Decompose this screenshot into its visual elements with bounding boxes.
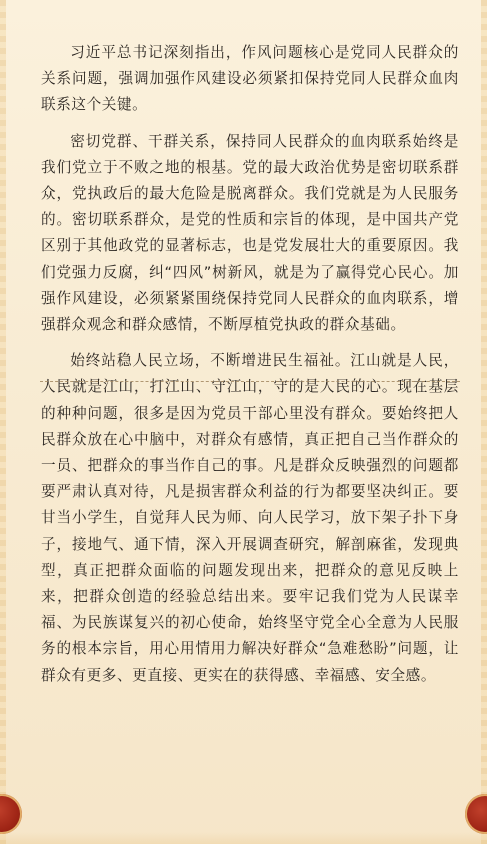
bottom-band: [0, 832, 487, 844]
bottom-left-ornament: [0, 794, 22, 834]
bottom-right-ornament: [465, 794, 487, 834]
paragraph-divider: [40, 381, 460, 382]
left-decorative-border: [0, 0, 6, 844]
right-decorative-border: [481, 0, 487, 844]
paragraph-people-stance: 始终站稳人民立场，不断增进民生福祉。江山就是人民，人民就是江山，打江山、守江山，守的是人民的心。现在基层的种种问题，很多是因为党员干部心里没有群众。要始终把人民群众放在心中脑中，对群众有感情，真正把自己当作群众的一员、把群众的事当作自己的事。凡是群众反映强烈的问题都要严肃认真对待，凡是损害群众利益的行为都要坚决纠正。要甘当小学生，自觉拜人民为师、向人民学习，放下架子扑下身子，接地气、通下情，深入开展调查研究，解剖麻雀，发现典型，真正把群众面临的问题发现出来，把群众的意见反映上来，把群众创造的经验总结出来。要牢记我们党为人民谋幸福、为民族谋复兴的初心使命，始终坚守党全心全意为人民服务的根本宗旨，用心用情用力解决好群众“急难愁盼”问题，让群众有更多、更直接、更实在的获得感、幸福感、安全感。: [41, 352, 459, 684]
article-body: [41, 40, 459, 689]
paragraph-party-masses-relations: 密切党群、干群关系，保持同人民群众的血肉联系始终是我们党立于不败之地的根基。党的最大政治优势是密切联系群众，党执政后的最大危险是脱离群众。我们党就是为人民服务的。密切联系群众，是党的性质和宗旨的体现，是中国共产党区别于其他政党的显著标志，也是党发展壮大的重要原因。我们党强力反腐，纠“四风”树新风，就是为了赢得党心民心。加强作风建设，必须紧紧围绕保持党同人民群众的血肉联系，增强群众观念和群众感情，不断厚植党执政的群众基础。: [41, 132, 459, 334]
paragraph-intro: 习近平总书记深刻指出，作风问题核心是党同人民群众的关系问题，强调加强作风建设必须紧扣保持党同人民群众血肉联系这个关键。: [41, 44, 459, 114]
